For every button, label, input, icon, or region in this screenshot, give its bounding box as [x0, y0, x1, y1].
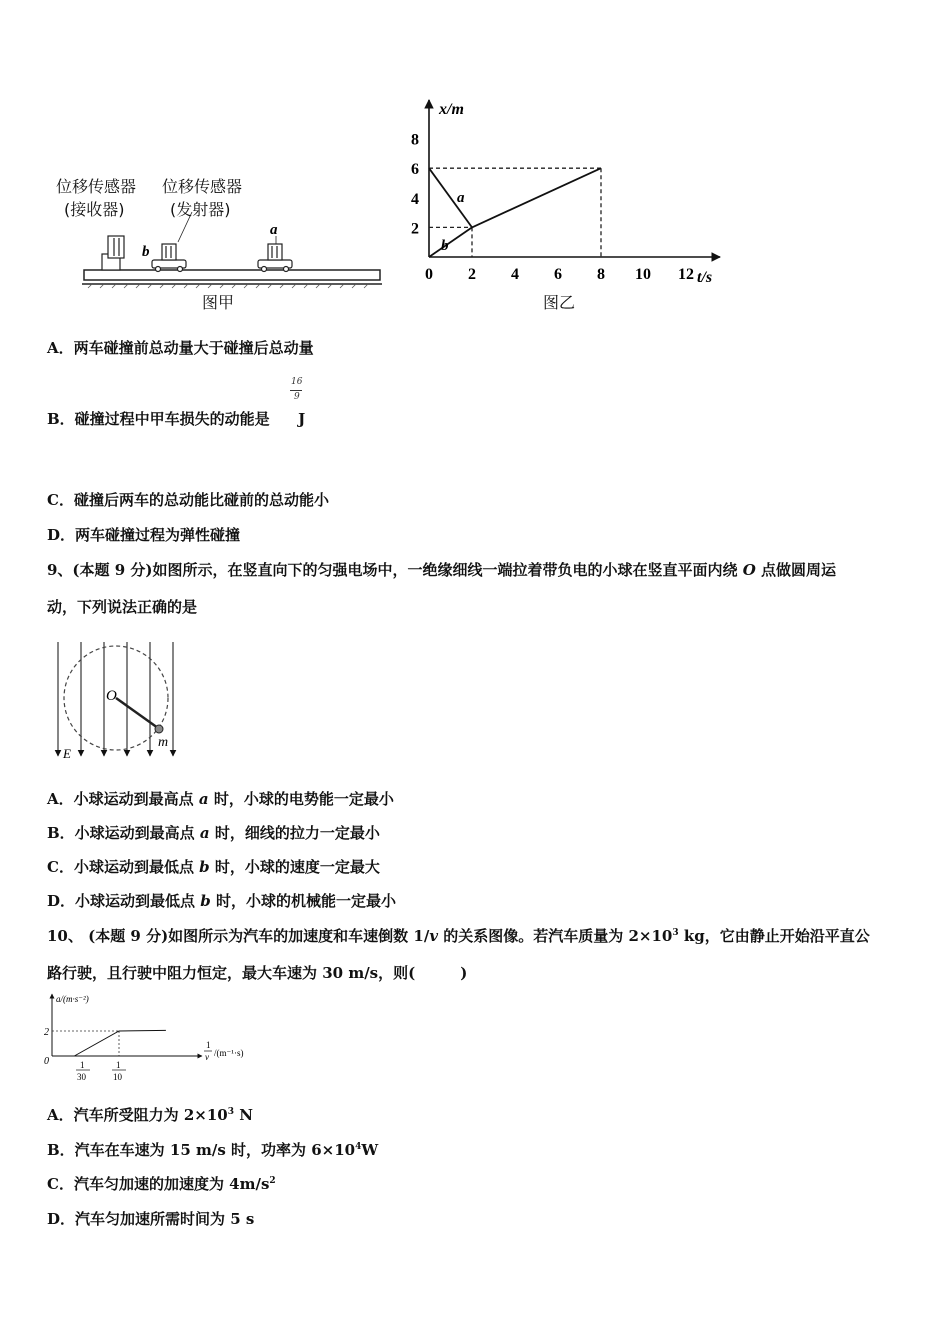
cart-b-label: b: [142, 244, 150, 260]
point-o-label: O: [106, 688, 117, 704]
q9-figure: [50, 638, 185, 766]
q9-stem-text-end: 点做圆周运: [755, 561, 837, 579]
line-b-label: b: [441, 238, 449, 254]
q8-option-a: A．两车碰撞前总动量大于碰撞后总动量: [47, 339, 314, 357]
q10-figure: [40, 990, 270, 1085]
emitter-label-line2: (发射器): [170, 200, 231, 219]
q9-option-c: C．小球运动到最低点 b 时，小球的速度一定最大: [47, 858, 380, 876]
x-tick-4: 4: [511, 266, 519, 283]
mass-label: m: [158, 735, 169, 750]
av-xlabel-unit: /(m⁻¹·s): [214, 1048, 244, 1058]
x-tick-6: 6: [554, 266, 562, 283]
x-tick-12: 12: [678, 266, 694, 283]
track: [84, 270, 380, 280]
receiver-label-line1: 位移传感器: [56, 177, 137, 196]
cart-a: [258, 244, 292, 272]
av-origin: 0: [44, 1056, 49, 1067]
x-tick-8: 8: [597, 266, 605, 283]
av-tick1-num: 1: [80, 1060, 85, 1070]
field-e-label: E: [63, 746, 71, 761]
x-tick-10: 10: [635, 266, 651, 283]
av-tick2-den: 10: [113, 1072, 122, 1082]
av-series-line: [74, 1030, 166, 1056]
q9-stem-text: 9、(本题 9 分)如图所示，在竖直向下的匀强电场中，一绝缘细线一端拉着带负电的小球在竖直平面内绕: [47, 561, 743, 579]
xt-chart: [405, 92, 735, 287]
x-tick-0: 0: [425, 266, 433, 283]
x-axis-label: t/s: [697, 269, 713, 286]
string: [116, 698, 158, 728]
receiver-label-line2: (接收器): [64, 200, 125, 219]
q8-option-b: [47, 408, 305, 429]
q10-option-b: B．汽车在车速为 15 m/s 时，功率为 $6\times 10^4W$: [47, 1141, 379, 1159]
q8-option-b-unit: J: [298, 410, 306, 428]
q9-option-a: A．小球运动到最高点 a 时，小球的电势能一定最小: [47, 790, 394, 808]
x-tick-2: 2: [468, 266, 476, 283]
y-tick-4: 4: [411, 190, 419, 208]
figure-jia-caption: 图甲: [202, 293, 235, 312]
q8-fraction-denominator: 9: [294, 392, 300, 402]
q10-option-a: A．汽车所受阻力为 $2\times 10^3$ N: [47, 1106, 253, 1124]
receiver-sensor: [102, 236, 124, 270]
q8-option-c: C．碰撞后两车的总动能比碰前的总动能小: [47, 491, 329, 509]
av-y-label: a/(m·s⁻²): [56, 994, 89, 1004]
q8-option-b-text: B．碰撞过程中甲车损失的动能是: [47, 410, 270, 428]
cart-a-label: a: [270, 222, 278, 238]
av-xlabel-num: 1: [206, 1040, 211, 1050]
q9-point-o: O: [742, 561, 756, 579]
q9-stem-line2: 动，下列说法正确的是: [47, 598, 198, 616]
q9-option-b: B．小球运动到最高点 a 时，细线的拉力一定最小: [47, 824, 380, 842]
y-tick-6: 6: [411, 161, 419, 179]
figure-yi: [405, 92, 735, 317]
line-a-label: a: [457, 190, 465, 206]
q9-option-d: D．小球运动到最低点 b 时，小球的机械能一定最小: [47, 892, 396, 910]
y-tick-8: 8: [411, 131, 419, 149]
q8-option-d: D．两车碰撞过程为弹性碰撞: [47, 526, 241, 544]
emitter-label-line1: 位移传感器: [162, 177, 243, 196]
q8-fraction-bar: [290, 390, 302, 391]
figure-yi-caption: 图乙: [543, 293, 576, 312]
av-tick1-den: 30: [77, 1072, 86, 1082]
y-tick-2: 2: [411, 220, 419, 238]
ball: [155, 725, 163, 733]
q9-stem-line1: [47, 559, 836, 580]
av-xlabel-den: v: [205, 1052, 209, 1062]
series-a-line: [429, 168, 472, 227]
av-tick2-num: 1: [116, 1060, 121, 1070]
q10-stem-line2: 路行驶，且行驶中阻力恒定，最大车速为 30 m/s，则( ): [47, 964, 468, 982]
q9-field-drawing: [50, 638, 185, 766]
av-y-tick-2: 2: [44, 1027, 49, 1038]
q8-fraction-numerator: 16: [291, 377, 303, 387]
q10-option-d: D．汽车匀加速所需时间为 5 s: [47, 1210, 255, 1228]
q10-stem-line1: 10、 (本题 9 分)如图所示为汽车的加速度和车速倒数 1/v 的关系图像。若汽车质量为 $2\times 10^3$ kg，它由静止开始沿平直公: [47, 927, 870, 945]
series-ab-line: [472, 168, 601, 227]
y-axis-label: x/m: [439, 101, 464, 118]
q10-option-c: C．汽车匀加速的加速度为 $4m/s^2$: [47, 1175, 276, 1193]
figure-jia: [56, 170, 388, 315]
series-b-line: [429, 227, 472, 257]
av-chart: [40, 990, 270, 1085]
cart-b: [152, 244, 186, 272]
